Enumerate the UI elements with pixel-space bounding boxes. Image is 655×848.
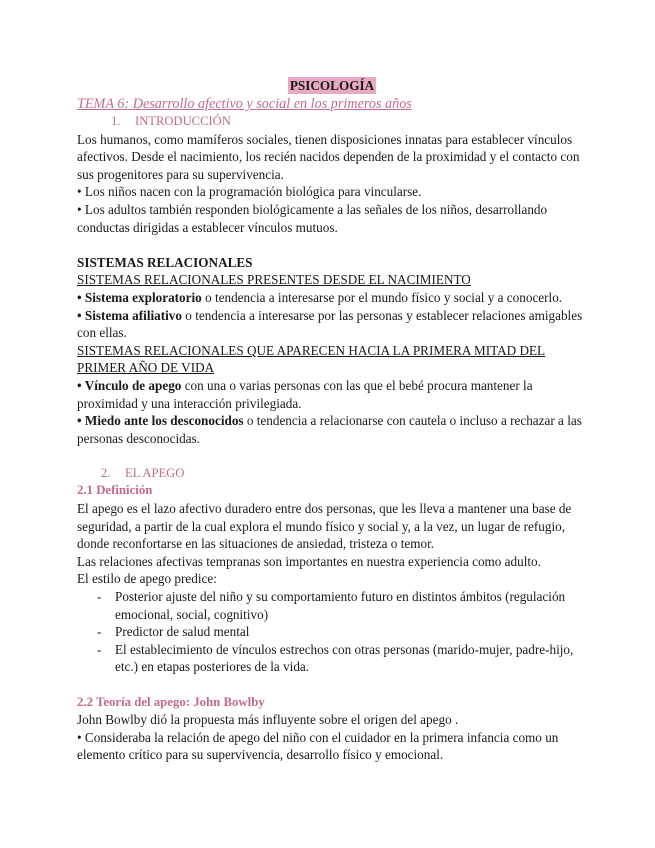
bowlby-bullet: • Consideraba la relación de apego del niño con el cuidador en la primera infancia como un elemento crítico para su supervivencia, desarrollo físico y emocional. — [77, 729, 559, 763]
topic-heading: TEMA 6: Desarrollo afectivo y social en los primeros años — [77, 96, 412, 112]
estilo-paragraph: El estilo de apego predice: — [77, 571, 217, 587]
title-row — [77, 77, 587, 95]
bullet-mark: • — [77, 413, 85, 429]
term-exploratorio: Sistema exploratorio — [84, 289, 202, 305]
intro-bullet-1: • Los niños nacen con la programación biológica para vincularse. — [77, 184, 422, 200]
intro-paragraph: Los humanos, como mamíferos sociales, tienen disposiciones innatas para establecer vínculos afectivos. Desde el nacimiento, los recién nacidos dependen de la proximidad y el contacto con sus progenitores para su supervivencia. — [77, 131, 580, 182]
spacer — [77, 676, 587, 694]
intro-bullet-2: • Los adultos también responden biológicamente a las señales de los niños, desarrollando conductas dirigidas a establecer vínculos mutuos. — [77, 201, 548, 235]
sistemas-subheading-nacimiento: SISTEMAS RELACIONALES PRESENTES DESDE EL NACIMIENTO — [77, 272, 471, 288]
section-heading-introduccion — [77, 113, 587, 131]
text-afiliativo: o tendencia a interesarse por las personas y establecer relaciones amigables con ellas. — [77, 307, 583, 341]
relaciones-paragraph: Las relaciones afectivas tempranas son importantes en nuestra experiencia como adulto. — [77, 553, 541, 569]
term-afiliativo: Sistema afiliativo — [84, 307, 182, 323]
sistemas-heading: SISTEMAS RELACIONALES — [77, 254, 253, 270]
section-number: 2. — [101, 465, 111, 480]
sistema-item-apego — [77, 377, 587, 412]
list-item: - Predictor de salud mental — [95, 623, 587, 641]
list-item: - Posterior ajuste del niño y su comportamiento futuro en distintos ámbitos (regulación emocional, social, cognitivo) — [95, 588, 587, 623]
spacer — [77, 447, 587, 465]
bullet-mark: • — [77, 307, 85, 323]
sistemas-subheading-primer-ano: SISTEMAS RELACIONALES QUE APARECEN HACIA LA PRIMERA MITAD DEL PRIMER AÑO DE VIDA — [77, 342, 546, 376]
text-apego: con una o varias personas con las que el bebé procura mantener la proximidad y una interacción privilegiada. — [77, 377, 533, 411]
text-miedo: o tendencia a relacionarse con cautela o incluso a rechazar a las personas desconocidas. — [77, 413, 582, 446]
list-item: - El establecimiento de vínculos estrechos con otras personas (marido-mujer, padre-hijo, etc.) en etapas posteriores de la vida. — [95, 641, 587, 676]
document-title: PSICOLOGÍA — [289, 78, 375, 93]
text-exploratorio: o tendencia a interesarse por el mundo físico y social y a conocerlo. — [201, 289, 563, 305]
spacer — [77, 236, 587, 254]
sistema-item-exploratorio — [77, 289, 587, 307]
definicion-paragraph: El apego es el lazo afectivo duradero entre dos personas, que les lleva a mantener una base de seguridad, a partir de la cual explora el mundo físico y social y, a la vez, un lugar de refugio, donde reconfortarse en las situaciones de ansiedad, tristeza o temor. — [77, 501, 572, 552]
sistema-item-miedo — [77, 412, 587, 447]
section-title: EL APEGO — [125, 465, 185, 480]
sistema-item-afiliativo — [77, 307, 587, 342]
bowlby-paragraph: John Bowlby dió la propuesta más influyente sobre el origen del apego . — [77, 712, 459, 728]
section-heading-apego — [77, 465, 587, 483]
bullet-mark: • — [77, 377, 85, 393]
section-number: 1. — [111, 114, 121, 128]
term-miedo: Miedo ante los desconocidos — [84, 413, 244, 429]
section-title: INTRODUCCIÓN — [135, 114, 231, 128]
subsection-heading-definicion: 2.1 Definición — [77, 483, 153, 498]
term-apego: Vínculo de apego — [84, 377, 182, 393]
predice-list — [77, 588, 587, 676]
subsection-heading-bowlby: 2.2 Teoría del apego: John Bowlby — [77, 694, 265, 709]
document-page — [77, 77, 587, 764]
bullet-mark: • — [77, 289, 85, 305]
